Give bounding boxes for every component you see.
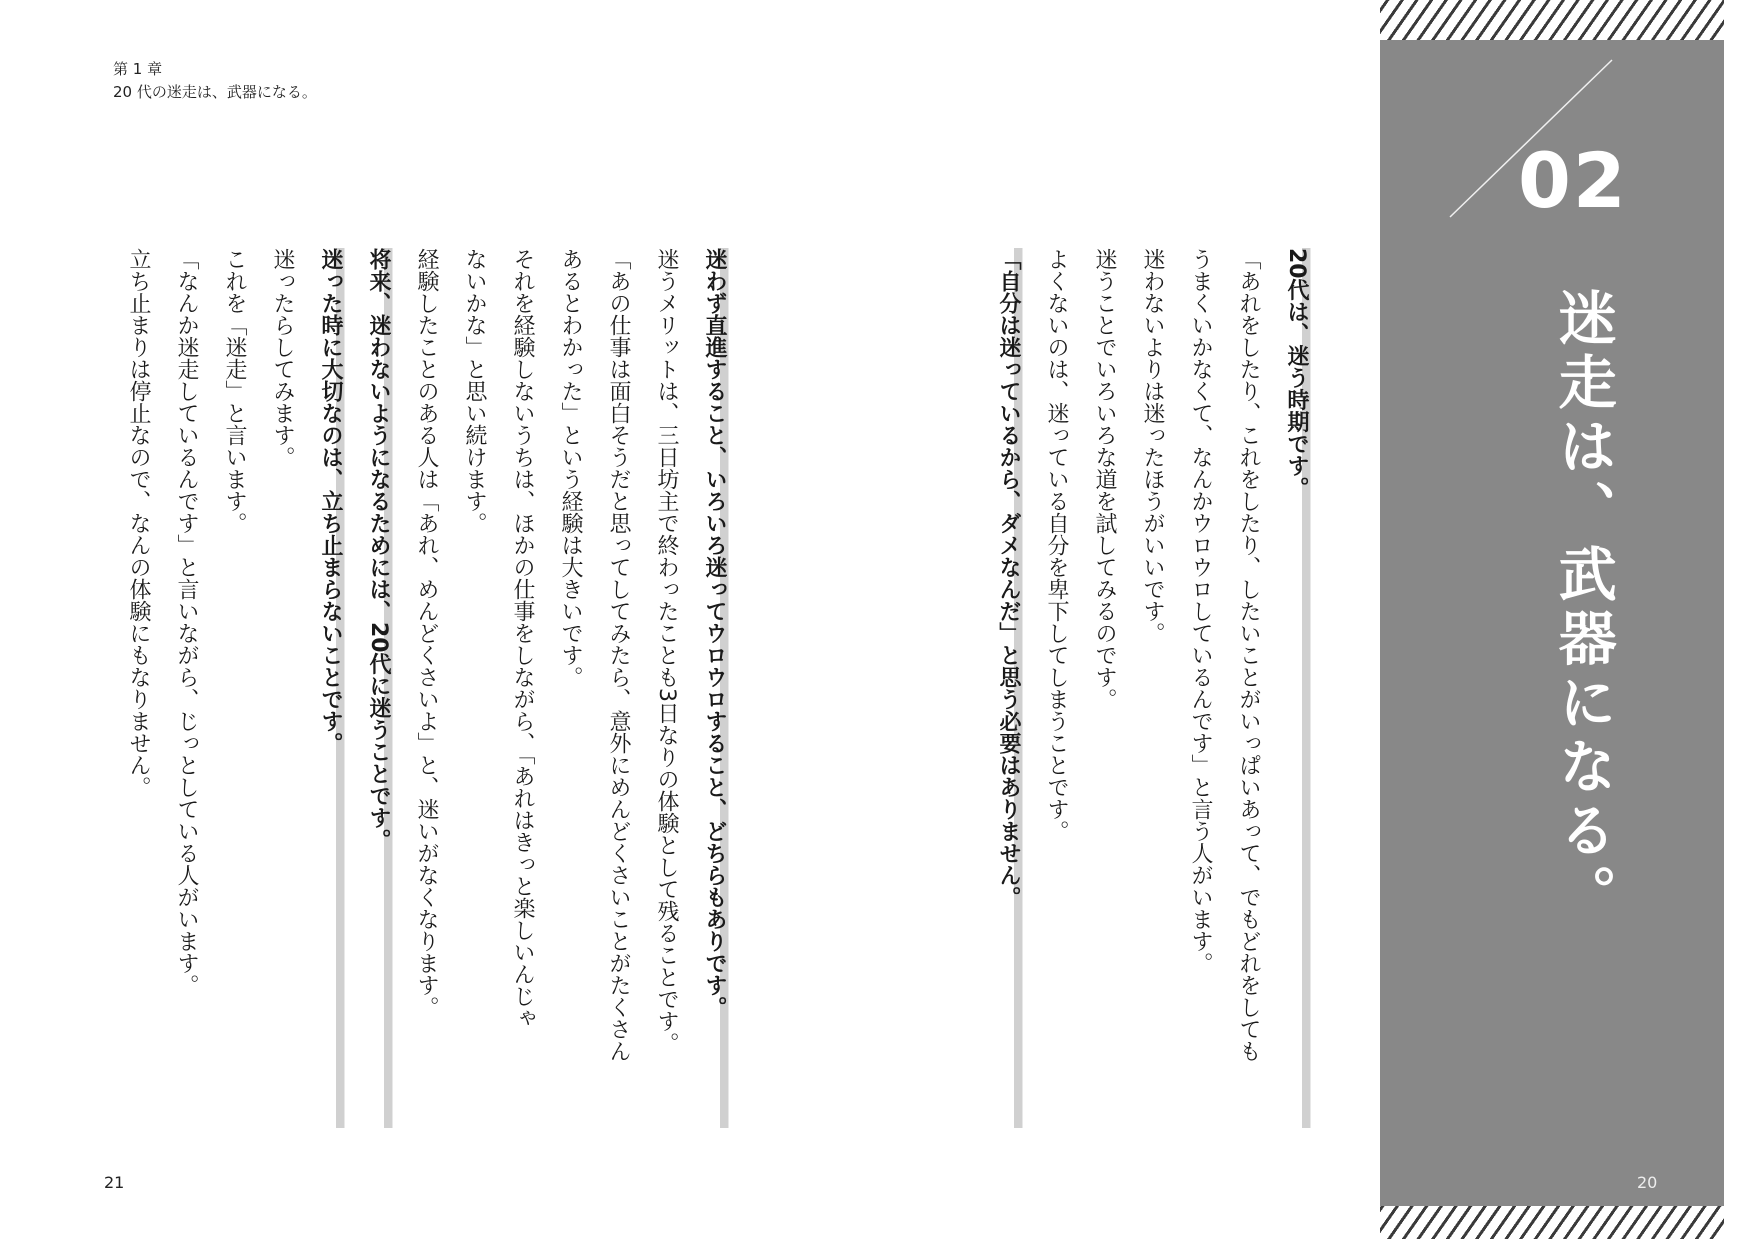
body-line: 「あれをしたり、これをしたり、したいことがいっぱいあって、でもどれをしても bbox=[1236, 248, 1261, 1062]
body-line: あるとわかった」という経験は大きいです。 bbox=[558, 248, 583, 688]
body-line: 立ち止まりは停止なので、なんの体験にもなりません。 bbox=[126, 248, 151, 798]
body-line: それを経験しないうちは、ほかの仕事をしながら、「あれはきっと楽しいんじゃ bbox=[510, 248, 535, 1029]
body-line: これを「迷走」と言います。 bbox=[222, 248, 247, 534]
page-number-right: 20 bbox=[1637, 1173, 1658, 1192]
body-line: 迷うことでいろいろな道を試してみるのです。 bbox=[1092, 248, 1117, 710]
body-line: 「あの仕事は面白そうだと思ってしてみたら、意外にめんどくさいことがたくさん bbox=[606, 248, 631, 1062]
section-title: 迷走は、武器になる。 bbox=[1548, 288, 1617, 928]
body-line: よくないのは、迷っている自分を卑下してしまうことです。 bbox=[1044, 248, 1069, 842]
body-line: 迷った時に大切なのは、立ち止まらないことです。 bbox=[306, 248, 354, 1128]
page-number-left: 21 bbox=[104, 1173, 125, 1192]
body-line: 迷わないよりは迷ったほうがいいです。 bbox=[1140, 248, 1165, 644]
body-line: 経験したことのある人は「あれ、めんどくさいよ」と、迷いがなくなります。 bbox=[414, 248, 439, 1018]
chapter-title: 20 代の迷走は、武器になる。 bbox=[113, 83, 317, 101]
body-line: 迷ったらしてみます。 bbox=[270, 248, 295, 468]
body-line: 「なんか迷走しているんです」と言いながら、じっとしている人がいます。 bbox=[174, 248, 199, 996]
section-number: 02 bbox=[1518, 136, 1628, 225]
chapter-label: 第 1 章 bbox=[113, 60, 163, 78]
body-line: うまくいかなくて、なんかウロウロしているんです」と言う人がいます。 bbox=[1188, 248, 1213, 974]
body-line: 20代は、迷う時期です。 bbox=[1272, 248, 1320, 1128]
body-line: 将来、迷わないようになるためには、20代に迷うことです。 bbox=[354, 248, 402, 1128]
body-line: 迷わず直進すること、いろいろ迷ってウロウロすること、どちらもありです。 bbox=[690, 248, 738, 1128]
body-line: 迷うメリットは、三日坊主で終わったことも3日なりの体験として残ることです。 bbox=[654, 248, 679, 1054]
body-line: ないかな」と思い続けます。 bbox=[462, 248, 487, 534]
body-line: 「自分は迷っているから、ダメなんだ」と思う必要はありません。 bbox=[984, 248, 1032, 1128]
